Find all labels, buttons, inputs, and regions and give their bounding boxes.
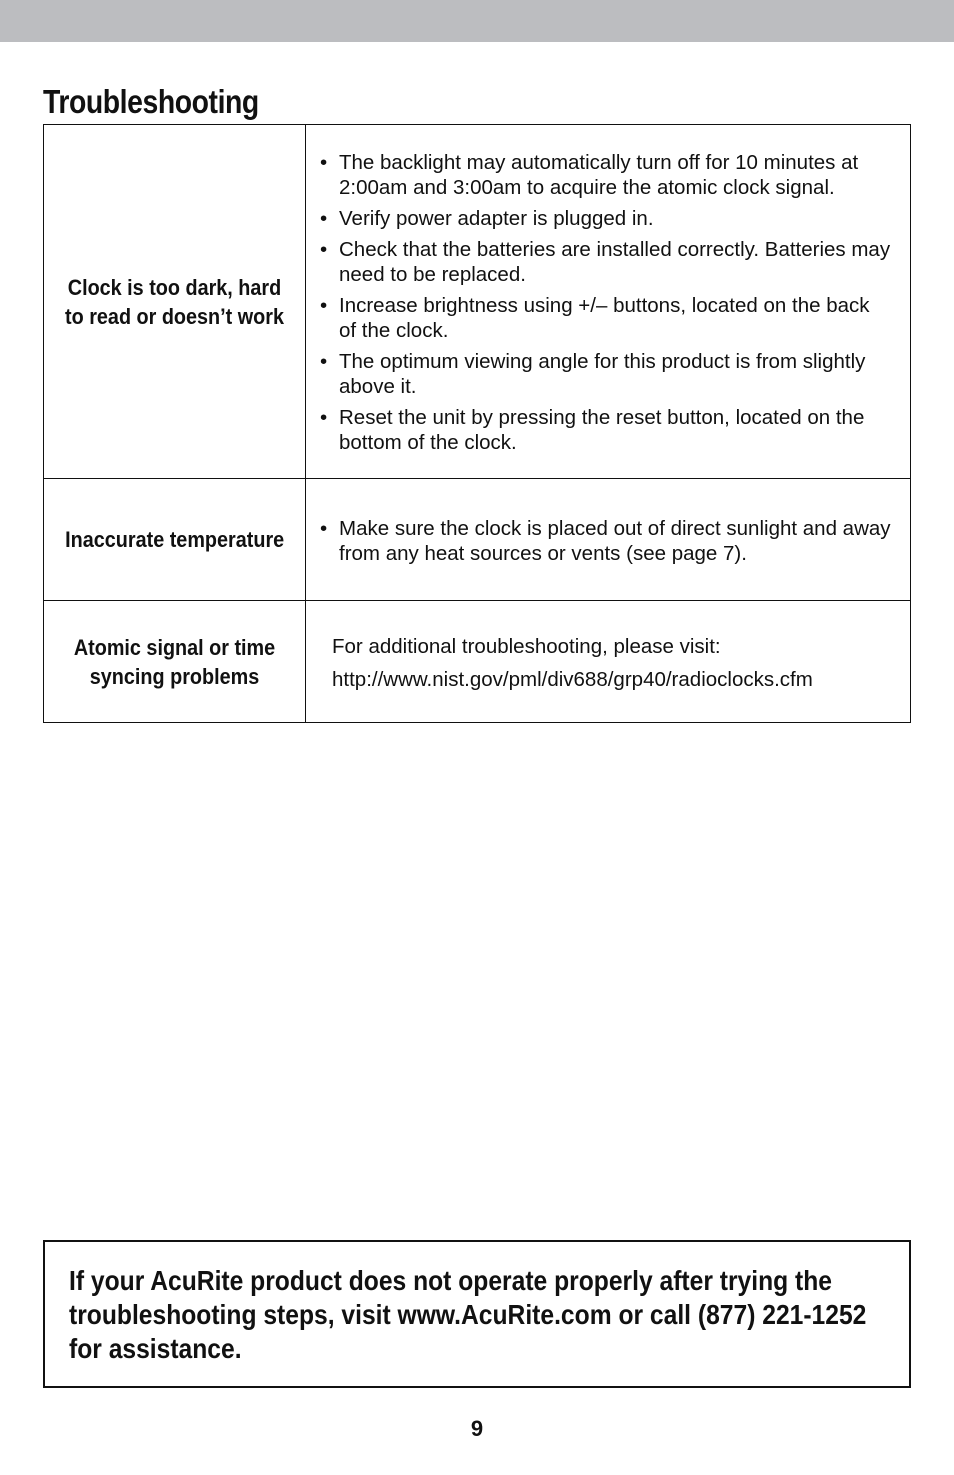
problem-label: Inaccurate temperature xyxy=(64,527,284,552)
table-row xyxy=(44,601,911,723)
solution-item: • The optimum viewing angle for this product is from slightly above it. xyxy=(320,349,892,399)
header-bar xyxy=(0,0,954,42)
visit-block xyxy=(320,630,892,696)
problem-label: Clock is too dark, hard to read or doesn’t work xyxy=(65,274,284,329)
assistance-text: If your AcuRite product does not operate properly after trying the troubleshooting steps, visit www.AcuRite.com or call (877) 221-1252 for assistance. xyxy=(69,1265,867,1364)
solution-cell xyxy=(306,479,911,601)
solution-item: • Increase brightness using +/– buttons, located on the back of the clock. xyxy=(320,293,892,343)
table-row xyxy=(44,125,911,479)
page-title: Troubleshooting xyxy=(43,83,259,120)
solution-cell xyxy=(306,601,911,723)
solution-list xyxy=(320,150,892,455)
solution-item: • Verify power adapter is plugged in. xyxy=(320,206,892,231)
problem-cell xyxy=(44,125,306,479)
assistance-box xyxy=(43,1240,911,1388)
solution-item: • The backlight may automatically turn off for 10 minutes at 2:00am and 3:00am to acquire the atomic clock signal. xyxy=(320,150,892,200)
table-row xyxy=(44,479,911,601)
troubleshooting-table xyxy=(43,124,911,723)
solution-item: • Reset the unit by pressing the reset button, located on the bottom of the clock. xyxy=(320,405,892,455)
problem-cell xyxy=(44,601,306,723)
solution-list xyxy=(320,516,892,566)
solution-cell xyxy=(306,125,911,479)
visit-url-link[interactable]: http://www.nist.gov/pml/div688/grp40/radioclocks.cfm xyxy=(332,667,813,691)
problem-label: Atomic signal or time syncing problems xyxy=(73,634,276,689)
solution-item: • Make sure the clock is placed out of direct sunlight and away from any heat sources or vents (see page 7). xyxy=(320,516,892,566)
solution-item: • Check that the batteries are installed correctly. Batteries may need to be replaced. xyxy=(320,237,892,287)
problem-cell xyxy=(44,479,306,601)
page-number: 9 xyxy=(470,1416,484,1441)
visit-text: For additional troubleshooting, please visit: xyxy=(332,634,721,658)
